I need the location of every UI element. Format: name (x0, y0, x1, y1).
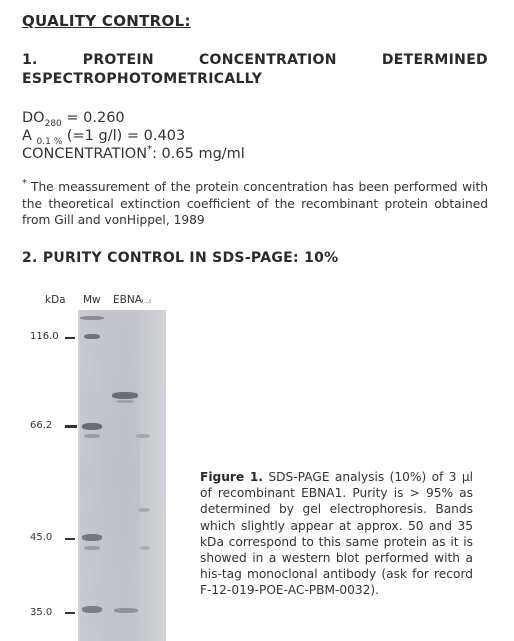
concentration-label: CONCENTRATION (22, 146, 148, 162)
footnote-asterisk: * (22, 178, 27, 189)
gel-header (0, 294, 200, 308)
footnote-text: The meassurement of the protein concentration has been performed with the theoretical extinction coefficient of the recombinant protein obtained from Gill and vonHippel, 1989 (22, 180, 488, 228)
marker-label-45: 45.0 (30, 532, 53, 543)
gel-ebna-label: EBNA (113, 294, 142, 306)
section1-word-determined: DETERMINED (381, 52, 488, 68)
do-value: = 0.260 (61, 110, 125, 126)
gel-lane-ebna (110, 310, 140, 641)
gel-mw-header: Mw (83, 294, 101, 306)
a-label: A (22, 128, 37, 144)
marker-label-116: 116.0 (30, 331, 59, 342)
concentration-line (22, 145, 245, 163)
quality-control-title: QUALITY CONTROL: (22, 12, 191, 30)
section1-number: 1. (22, 52, 38, 68)
gel-ebna-header (113, 294, 151, 306)
gel-marker-band (82, 606, 102, 613)
gel-marker-band (82, 423, 102, 430)
do-label: DO (22, 110, 45, 126)
gel-sample-band (136, 434, 150, 438)
section1-word-protein: PROTEIN (82, 52, 154, 68)
figure-caption-label: Figure 1. (200, 470, 264, 484)
marker-tick-45 (65, 538, 75, 540)
gel-marker-band (84, 434, 100, 438)
concentration-value: : 0.65 mg/ml (152, 146, 245, 162)
gel-sample-band (140, 546, 150, 550)
footnote (22, 176, 488, 229)
marker-tick-116 (65, 337, 75, 339)
gel-marker-band (84, 546, 100, 550)
do-subscript: 280 (44, 118, 62, 129)
gel-ebna-subscript: (…) (141, 299, 151, 305)
gel-lane-mw (80, 310, 110, 641)
section1-word-concentration: CONCENTRATION (198, 52, 337, 68)
figure-caption-text: SDS-PAGE analysis (10%) of 3 µl of recombinant EBNA1. Purity is > 95% as determined by gel electrophoresis. Bands which slightly appear at approx. 50 and 35 kDa correspond to this same protein as it is showed in a western blot performed with a his-tag monoclonal antibody (ask for record F-12-019-POE-AC-PBM-0032). (200, 470, 473, 598)
gel-sample-band (138, 508, 150, 512)
concentration-asterisk: * (147, 144, 153, 156)
marker-tick-35 (65, 612, 75, 614)
section1-heading-line2: ESPECTROPHOTOMETRICALLY (22, 71, 263, 87)
marker-tick-66 (65, 425, 77, 428)
gel-sample-band (114, 608, 138, 613)
section1-heading (22, 52, 488, 68)
gel-marker-band (80, 316, 104, 320)
gel-marker-band (84, 334, 100, 339)
gel-marker-band (82, 534, 102, 541)
section2-heading: 2. PURITY CONTROL IN SDS-PAGE: 10% (22, 250, 339, 266)
figure-caption (200, 469, 473, 599)
gel-kda-header: kDa (45, 294, 66, 306)
a-value: (=1 g/l) = 0.403 (62, 128, 186, 144)
gel-sample-band (116, 400, 134, 403)
marker-label-35: 35.0 (30, 607, 53, 618)
a-subscript: 0.1 % (36, 136, 63, 147)
gel-sample-band-main (112, 392, 138, 399)
marker-label-66: 66.2 (30, 420, 53, 431)
sds-page-gel-image (78, 310, 166, 641)
